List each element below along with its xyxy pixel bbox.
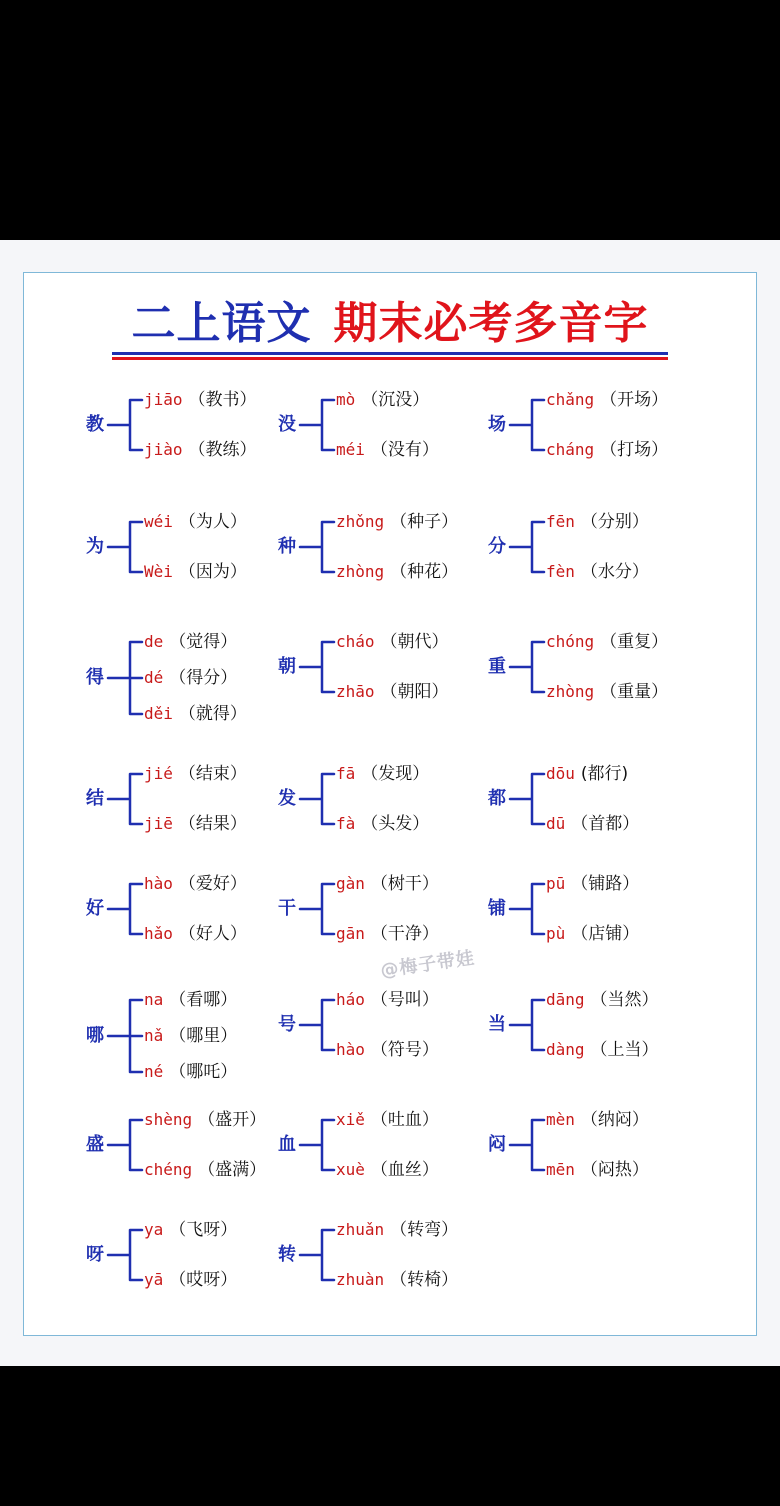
example-word: （转弯） (390, 1220, 459, 1240)
brace-connector (108, 768, 146, 830)
pinyin: jiē (144, 814, 173, 833)
pinyin: dé (144, 668, 164, 687)
pinyin: děi (144, 704, 173, 723)
reading-line (144, 512, 247, 532)
pinyin: fà (336, 814, 356, 833)
watermark: @梅子带娃 (379, 947, 477, 982)
brace-connector (300, 394, 338, 456)
reading-line (336, 1040, 439, 1060)
reading-line (144, 874, 247, 894)
pinyin: dāng (546, 990, 585, 1009)
polyphone-character: 闷 (488, 1134, 506, 1155)
polyphone-character: 结 (86, 788, 104, 809)
example-word: （打场） (600, 440, 669, 460)
polyphone-character: 都 (488, 788, 506, 809)
polyphone-character: 铺 (488, 898, 506, 919)
reading-line (336, 390, 429, 410)
brace-connector (510, 994, 548, 1056)
example-word: （因为） (178, 562, 247, 582)
reading-line (144, 562, 247, 582)
example-word: （飞呀） (169, 1220, 238, 1240)
example-word: （哪吒） (169, 1062, 238, 1082)
brace-connector (108, 394, 146, 456)
example-word: （好人） (178, 924, 247, 944)
pinyin: hào (144, 874, 173, 893)
brace-connector (108, 1114, 146, 1176)
example-word: （朝阳） (380, 682, 449, 702)
pinyin: zhòng (546, 682, 595, 701)
pinyin: mò (336, 390, 356, 409)
reading-line (144, 814, 247, 834)
example-word: （种花） (390, 562, 459, 582)
brace-connector (108, 994, 146, 1078)
pinyin: gàn (336, 874, 365, 893)
reading-line (546, 814, 639, 834)
pinyin: jié (144, 764, 173, 783)
reading-line (546, 682, 668, 702)
pinyin: shèng (144, 1110, 193, 1129)
polyphone-character: 为 (86, 536, 104, 557)
pinyin: zhòng (336, 562, 385, 581)
pinyin: wéi (144, 512, 173, 531)
brace-connector (300, 636, 338, 698)
brace-connector (300, 516, 338, 578)
reading-line (144, 1026, 237, 1046)
pinyin: hǎo (144, 924, 173, 943)
pinyin: na (144, 990, 164, 1009)
example-word: （纳闷） (580, 1110, 649, 1130)
pinyin: chǎng (546, 390, 595, 409)
pinyin: yā (144, 1270, 164, 1289)
reading-line (546, 1040, 659, 1060)
reading-line (546, 764, 628, 784)
reading-line (144, 632, 237, 652)
brace-connector (300, 1114, 338, 1176)
reading-line (336, 1110, 439, 1130)
brace-connector (510, 636, 548, 698)
polyphone-character: 转 (278, 1244, 296, 1265)
reading-line (336, 764, 429, 784)
reading-line (336, 440, 439, 460)
brace-connector (510, 394, 548, 456)
pinyin: xiě (336, 1110, 365, 1129)
example-word: （分别） (580, 512, 649, 532)
reading-line (546, 1110, 649, 1130)
pinyin: zhāo (336, 682, 375, 701)
pinyin: jiào (144, 440, 183, 459)
reading-line (546, 512, 649, 532)
example-word: （重复） (600, 632, 669, 652)
brace-connector (108, 516, 146, 578)
pinyin: pū (546, 874, 566, 893)
reading-line (546, 924, 639, 944)
example-word: （树干） (370, 874, 439, 894)
example-word: （觉得） (169, 632, 238, 652)
example-word: （重量） (600, 682, 669, 702)
brace-connector (300, 878, 338, 940)
polyphone-character: 得 (86, 667, 104, 688)
pinyin: pù (546, 924, 566, 943)
example-word: （上当） (590, 1040, 659, 1060)
example-word: （开场） (600, 390, 669, 410)
pinyin: ya (144, 1220, 164, 1239)
example-word: （就得） (178, 704, 247, 724)
polyphone-character: 发 (278, 788, 296, 809)
reading-line (144, 1062, 237, 1082)
pinyin: zhuǎn (336, 1220, 385, 1239)
example-word: （铺路） (571, 874, 640, 894)
example-word: （水分） (580, 562, 649, 582)
reading-line (336, 990, 439, 1010)
reading-line (546, 1160, 649, 1180)
polyphone-character: 场 (488, 414, 506, 435)
brace-connector (510, 516, 548, 578)
brace-connector (300, 768, 338, 830)
reading-line (336, 632, 449, 652)
example-word: （店铺） (571, 924, 640, 944)
reading-line (546, 562, 649, 582)
reading-line (546, 390, 668, 410)
example-word: （爱好） (178, 874, 247, 894)
example-word: （哪里） (169, 1026, 238, 1046)
example-word: （首都） (571, 814, 640, 834)
pinyin: chéng (144, 1160, 193, 1179)
brace-connector (510, 768, 548, 830)
brace-connector (108, 1224, 146, 1286)
polyphone-character: 哪 (86, 1025, 104, 1046)
reading-line (546, 632, 668, 652)
example-word: （吐血） (370, 1110, 439, 1130)
reading-line (144, 1160, 266, 1180)
pinyin: cháo (336, 632, 375, 651)
reading-line (336, 1160, 439, 1180)
reading-line (144, 990, 237, 1010)
example-word: （盛开） (198, 1110, 267, 1130)
polyphone-character: 干 (278, 898, 296, 919)
brace-connector (108, 636, 146, 720)
reading-line (144, 764, 247, 784)
pinyin: gān (336, 924, 365, 943)
brace-connector (300, 1224, 338, 1286)
pinyin: xuè (336, 1160, 365, 1179)
reading-line (336, 814, 429, 834)
reading-line (144, 390, 257, 410)
example-word: （种子） (390, 512, 459, 532)
pinyin: chóng (546, 632, 595, 651)
example-word: （转椅） (390, 1270, 459, 1290)
example-word: （结果） (178, 814, 247, 834)
reading-line (336, 924, 439, 944)
title-grade-subject: 二上语文 (131, 298, 312, 349)
pinyin: méi (336, 440, 365, 459)
example-word: （头发） (361, 814, 430, 834)
reading-line (336, 682, 449, 702)
polyphone-character: 分 (488, 536, 506, 557)
brace-connector (510, 1114, 548, 1176)
example-word: （得分） (169, 668, 238, 688)
polyphone-character: 教 (86, 414, 104, 435)
pinyin: fèn (546, 562, 575, 581)
reading-line (336, 1220, 458, 1240)
title-underline-blue (112, 352, 668, 355)
example-word: （哎呀） (169, 1270, 238, 1290)
reading-line (144, 668, 237, 688)
page-title (0, 296, 780, 352)
pinyin: Wèi (144, 562, 173, 581)
example-word: (都行) (580, 764, 629, 784)
pinyin: zhuàn (336, 1270, 385, 1289)
pinyin: zhǒng (336, 512, 385, 531)
reading-line (336, 512, 458, 532)
pinyin: mèn (546, 1110, 575, 1129)
title-underline-red (112, 357, 668, 360)
reading-line (144, 924, 247, 944)
example-word: （号叫） (370, 990, 439, 1010)
reading-line (144, 704, 247, 724)
pinyin: dū (546, 814, 566, 833)
reading-line (144, 440, 257, 460)
example-word: （结束） (178, 764, 247, 784)
pinyin: hào (336, 1040, 365, 1059)
example-word: （沉没） (361, 390, 430, 410)
polyphone-character: 好 (86, 898, 104, 919)
example-word: （干净） (370, 924, 439, 944)
title-topic: 期末必考多音字 (333, 298, 649, 349)
reading-line (336, 1270, 458, 1290)
pinyin: dōu (546, 764, 575, 783)
example-word: （看哪） (169, 990, 238, 1010)
pinyin: jiāo (144, 390, 183, 409)
polyphone-character: 种 (278, 536, 296, 557)
pinyin: nǎ (144, 1026, 164, 1045)
pinyin: fā (336, 764, 356, 783)
reading-line (336, 562, 458, 582)
pinyin: mēn (546, 1160, 575, 1179)
polyphone-character: 盛 (86, 1134, 104, 1155)
example-word: （没有） (370, 440, 439, 460)
reading-line (546, 990, 659, 1010)
polyphone-character: 没 (278, 414, 296, 435)
example-word: （盛满） (198, 1160, 267, 1180)
example-word: （血丝） (370, 1160, 439, 1180)
example-word: （符号） (370, 1040, 439, 1060)
reading-line (546, 440, 668, 460)
example-word: （朝代） (380, 632, 449, 652)
pinyin: né (144, 1062, 164, 1081)
example-word: （闷热） (580, 1160, 649, 1180)
polyphone-character: 呀 (86, 1244, 104, 1265)
example-word: （发现） (361, 764, 430, 784)
pinyin: cháng (546, 440, 595, 459)
reading-line (144, 1270, 237, 1290)
polyphone-character: 血 (278, 1134, 296, 1155)
pinyin: dàng (546, 1040, 585, 1059)
brace-connector (300, 994, 338, 1056)
pinyin: fēn (546, 512, 575, 531)
reading-line (336, 874, 439, 894)
polyphone-character: 号 (278, 1014, 296, 1035)
reading-line (144, 1110, 266, 1130)
polyphone-character: 重 (488, 656, 506, 677)
brace-connector (108, 878, 146, 940)
example-word: （教练） (188, 440, 257, 460)
pinyin: de (144, 632, 164, 651)
example-word: （为人） (178, 512, 247, 532)
pinyin: háo (336, 990, 365, 1009)
polyphone-character: 朝 (278, 656, 296, 677)
reading-line (546, 874, 639, 894)
example-word: （教书） (188, 390, 257, 410)
brace-connector (510, 878, 548, 940)
polyphone-character: 当 (488, 1014, 506, 1035)
reading-line (144, 1220, 237, 1240)
example-word: （当然） (590, 990, 659, 1010)
